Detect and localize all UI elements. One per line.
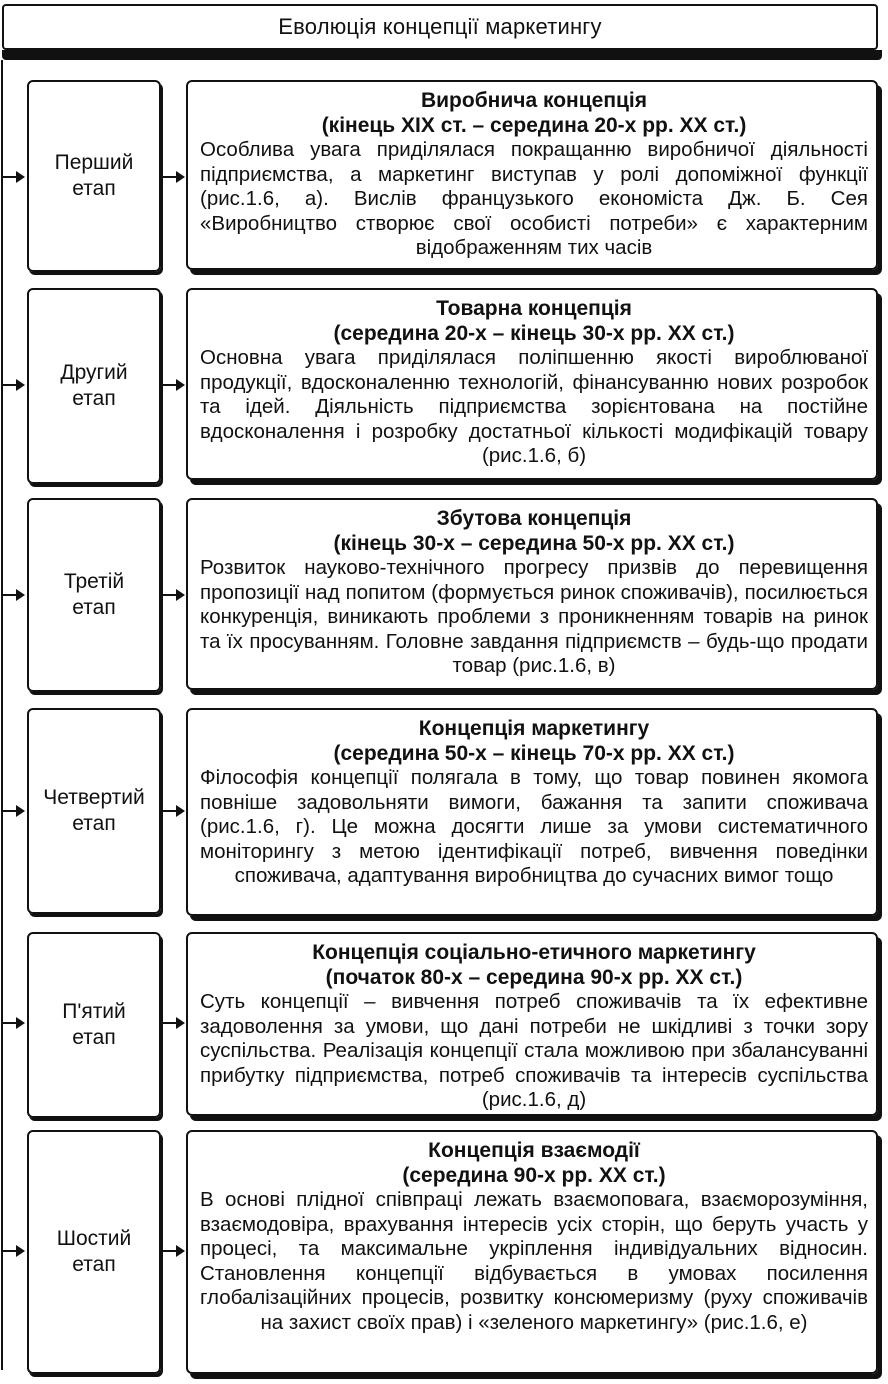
- concept-6-box: [186, 1130, 878, 1374]
- stage-arrow-2: [163, 384, 183, 386]
- concept-2-box: [186, 288, 878, 480]
- concept-3-text: Розвиток науково-технічного прогресу призвів до перевищення пропозиції над попитом (формується ринок споживачів), посилюється конкуренція, виникають проблеми з проникненням товарів на ринок та їх просуванням. Головне завдання підприємств – будь-що продати товар (рис.1.6, в): [200, 556, 868, 677]
- concept-2-period: (середина 20-х – кінець 30-х рр. XX ст.): [333, 322, 735, 345]
- diagram-title: Еволюція концепції маркетингу: [2, 4, 878, 50]
- stage-3-label: Третій: [63, 570, 125, 593]
- stage-2-box: [27, 288, 161, 484]
- spine-arrow-1: [3, 176, 23, 178]
- concept-4-period: (середина 50-х – кінець 70-х рр. XX ст.): [333, 742, 735, 765]
- concept-6-title: Концепція взаємодії: [428, 1139, 640, 1162]
- concept-6-period: (середина 90-х рр. XX ст.): [402, 1164, 666, 1187]
- concept-5-period: (початок 80-х – середина 90-х рр. XX ст.): [325, 966, 743, 989]
- concept-5-title: Концепція соціально-етичного маркетингу: [312, 941, 756, 964]
- stage-5-sublabel: етап: [72, 1026, 116, 1049]
- stage-arrow-4: [163, 810, 183, 812]
- stage-4-label: Четвертий: [43, 786, 145, 809]
- stage-arrow-5: [163, 1022, 183, 1024]
- stage-arrow-3: [163, 594, 183, 596]
- stage-6-label: Шостий: [56, 1227, 132, 1250]
- spine-arrow-5: [3, 1022, 23, 1024]
- stage-1-label: Перший: [54, 151, 134, 174]
- stage-6-box: [27, 1130, 161, 1374]
- stage-3-box: [27, 498, 161, 692]
- spine-arrow-3: [3, 594, 23, 596]
- concept-4-box: [186, 708, 878, 916]
- concept-1-title: Виробнича концепція: [420, 89, 648, 112]
- stage-5-label: П'ятий: [62, 1000, 126, 1023]
- stage-5-box: [27, 932, 161, 1118]
- stage-arrow-1: [163, 176, 183, 178]
- stage-4-box: [27, 708, 161, 914]
- concept-5-text: Суть концепції – вивчення потреб споживачів та їх ефективне задоволення за умови, що дані потреби не шкідливі з точки зору суспільства. Реалізація концепції стала можливою при збалансуванні прибутку підприємства, потреб споживачів та інтересів суспільства (рис.1.6, д): [200, 990, 868, 1111]
- spine-arrow-2: [3, 384, 23, 386]
- stage-6-sublabel: етап: [72, 1253, 116, 1276]
- concept-4-title: Концепція маркетингу: [418, 717, 650, 740]
- timeline-spine: [1, 60, 3, 1370]
- stage-arrow-6: [163, 1250, 183, 1252]
- concept-5-box: [186, 932, 878, 1116]
- concept-3-period: (кінець 30-х – середина 50-х рр. XX ст.): [333, 532, 735, 555]
- concept-3-box: [186, 498, 878, 690]
- concept-3-title: Збутова концепція: [436, 507, 632, 530]
- stage-1-box: [27, 80, 161, 272]
- stage-1-sublabel: етап: [72, 177, 116, 200]
- stage-3-sublabel: етап: [72, 596, 116, 619]
- spine-arrow-4: [3, 810, 23, 812]
- concept-2-title: Товарна концепція: [436, 297, 632, 320]
- concept-2-text: Основна увага приділялася поліпшенню якості вироблюваної продукції, вдосконаленню технологій, фінансуванню нових розробок та ідей. Діяльність підприємства зорієнтована на постійне вдосконалення і розробку достатньої кількості модифікацій товару (рис.1.6, б): [200, 346, 868, 467]
- concept-1-box: [186, 80, 878, 270]
- title-underline: [2, 50, 882, 60]
- concept-1-period: (кінець XIX ст. – середина 20-х рр. XX ст.): [321, 114, 747, 137]
- concept-6-text: В основі плідної співпраці лежать взаємоповага, взаєморозуміння, взаємодовіра, врахування інтересів усіх сторін, що беруть участь у процесі, та максимальне укріплення індивідуальних відносин. Становлення концепції відбувається в умовах посилення глобалізаційних процесів, розвитку консюмеризму (руху споживачів на захист своїх прав) і «зеленого маркетингу» (рис.1.6, е): [200, 1188, 868, 1334]
- stage-4-sublabel: етап: [72, 812, 116, 835]
- concept-4-text: Філософія концепції полягала в тому, що товар повинен якомога повніше задовольняти вимоги, бажання та запити споживача (рис.1.6, г). Це можна досягти лише за умови систематичного моніторингу з метою ідентифікації потреб, вивчення поведінки споживача, адаптування виробництва до сучасних вимог тощо: [200, 766, 868, 887]
- spine-arrow-6: [3, 1250, 23, 1252]
- stage-2-sublabel: етап: [72, 387, 116, 410]
- stage-2-label: Другий: [60, 361, 128, 384]
- concept-1-text: Особлива увага приділялася покращанню виробничої діяльності підприємства, а маркетинг виступав у ролі допоміжної функції (рис.1.6, а). Вислів французького економіста Дж. Б. Сея «Виробництво створює свої особисті потреби» є характерним відображенням тих часів: [200, 138, 868, 259]
